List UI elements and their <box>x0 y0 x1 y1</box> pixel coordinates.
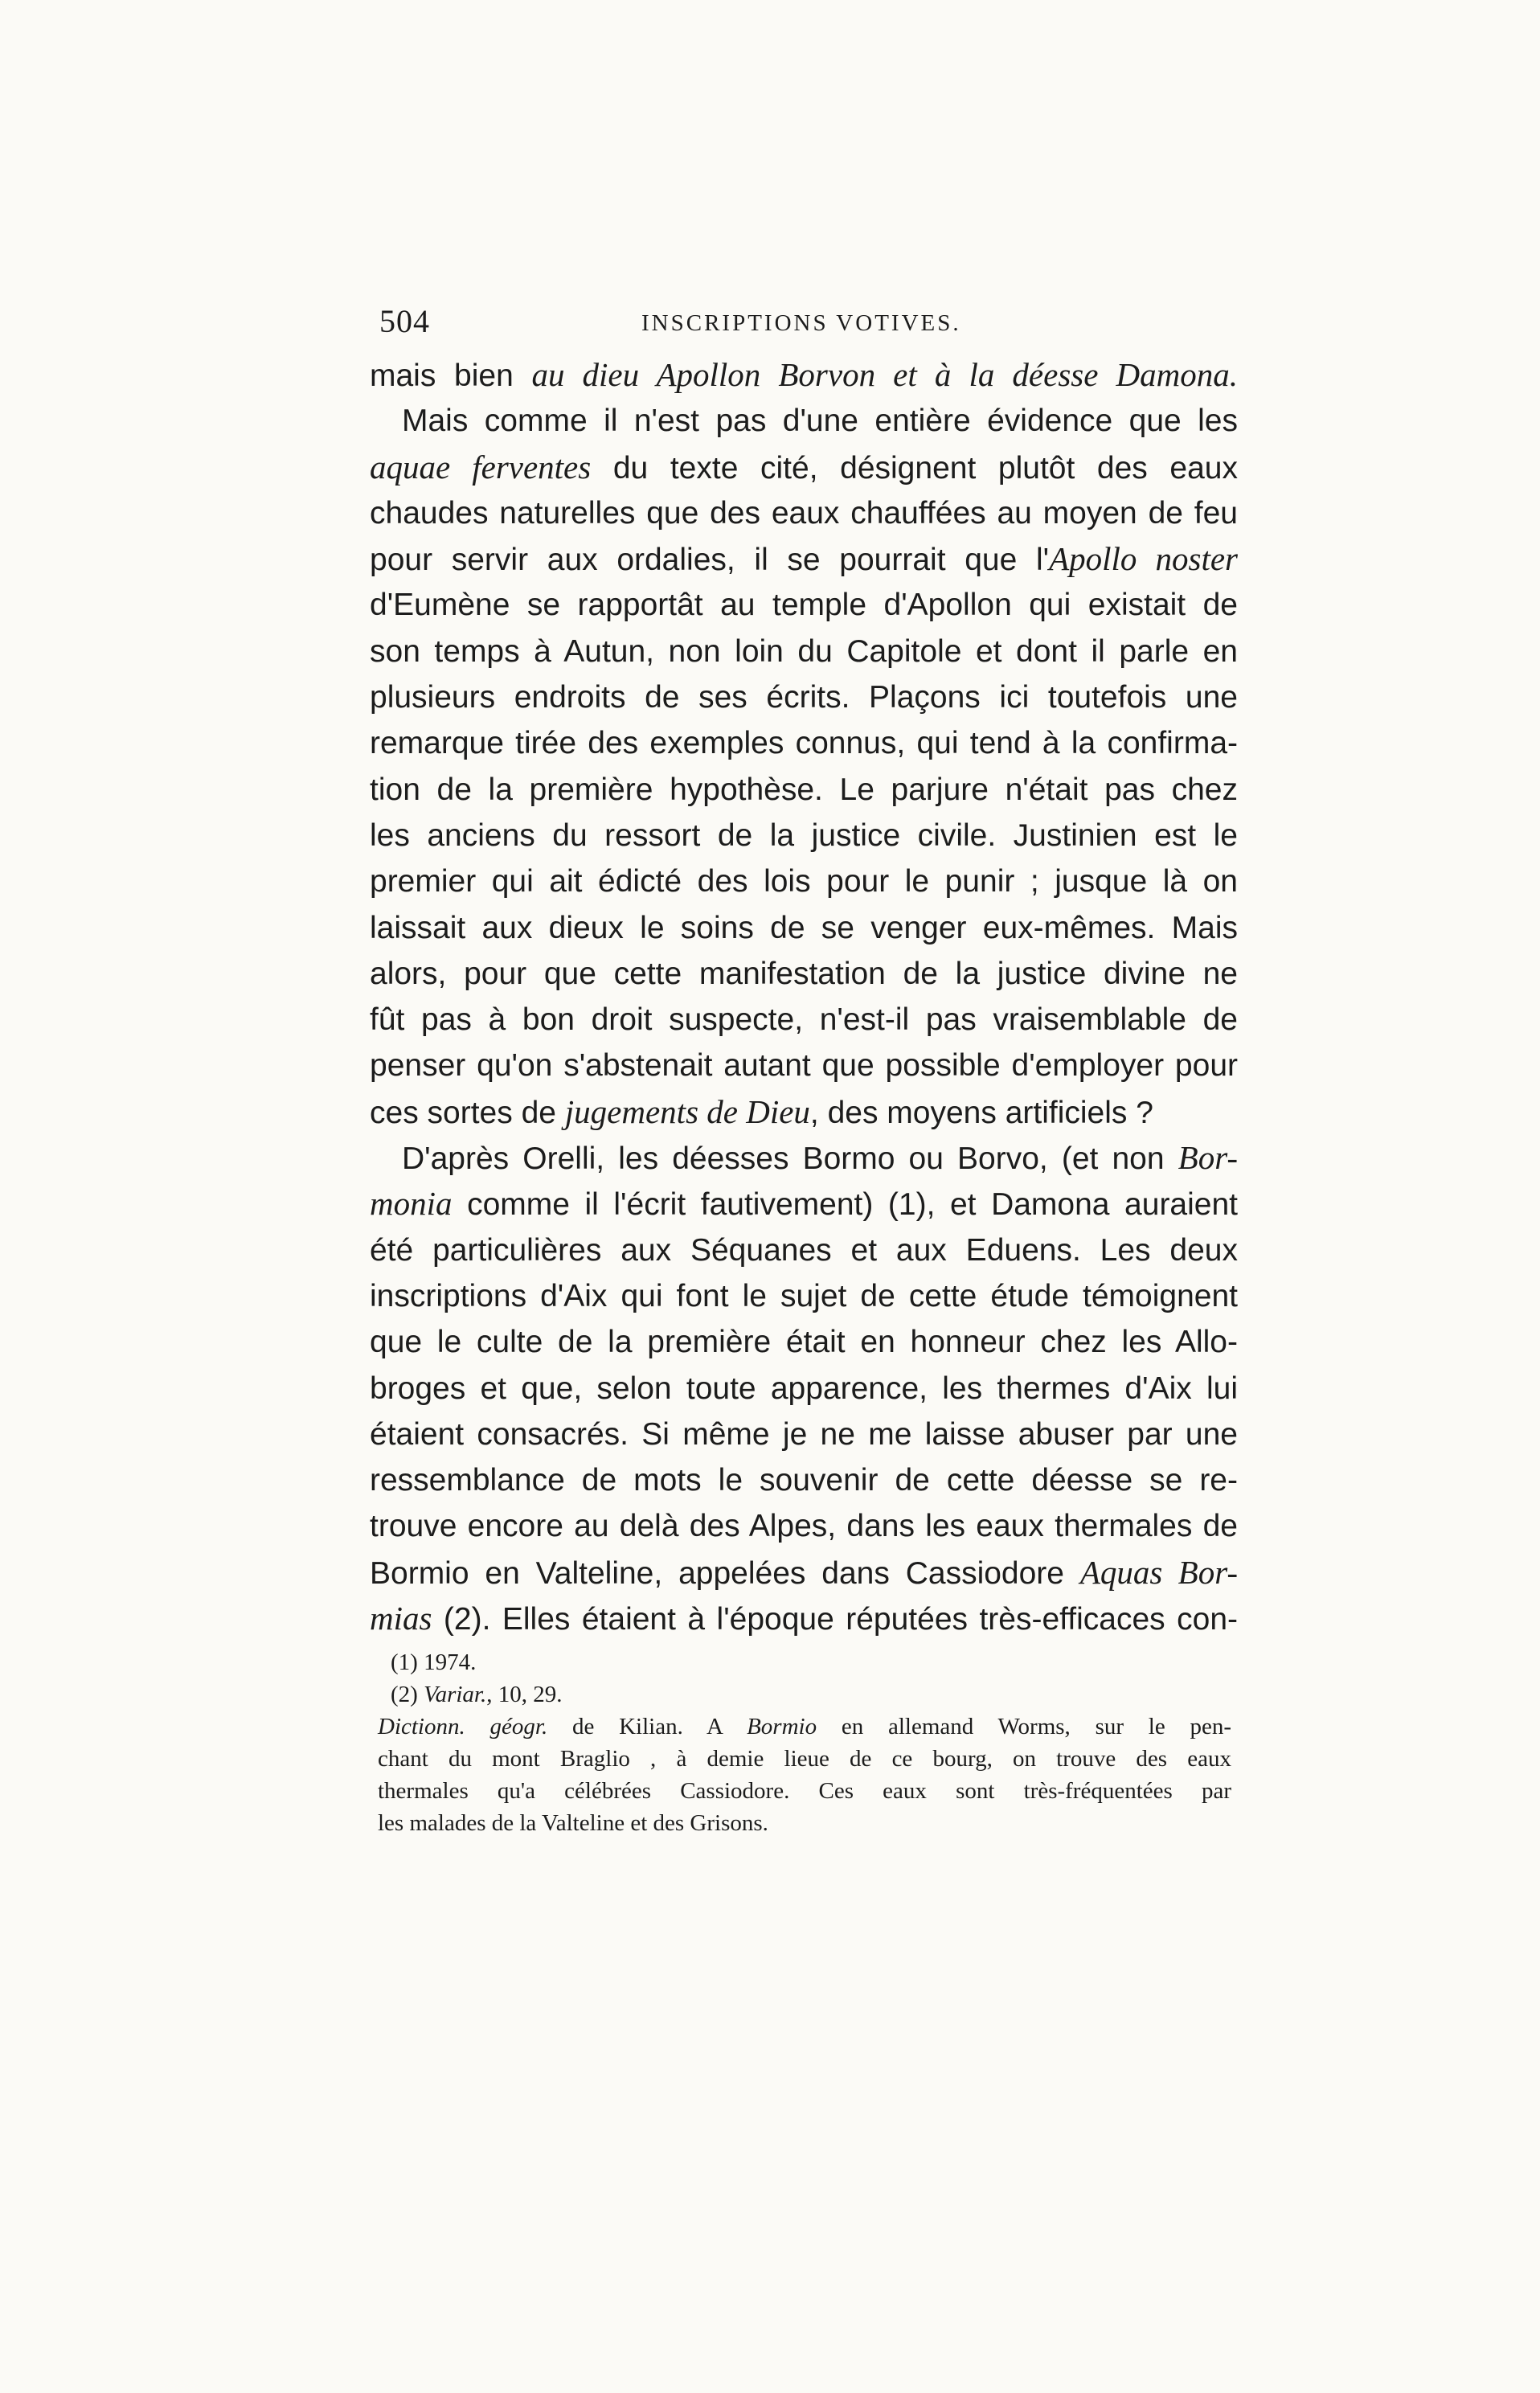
text-segment: comme il l'écrit fautivement) (1), et Damona auraient <box>452 1187 1238 1223</box>
footnote-3 <box>378 1711 1231 1839</box>
text-segment: monia <box>370 1185 453 1223</box>
body-line <box>370 1366 1238 1412</box>
page-header <box>379 302 1231 342</box>
body-text <box>370 352 1238 1641</box>
text-segment: les anciens du ressort de la justice civile. Justinien est le <box>370 817 1238 853</box>
footnote-2 <box>378 1678 1231 1711</box>
text-segment: ressemblance de mots le souvenir de cette déesse se re- <box>370 1463 1238 1498</box>
text-segment: mais bien <box>370 359 532 393</box>
text-segment: Aquas Bor- <box>1079 1553 1238 1591</box>
text-segment: inscriptions d'Aix qui font le sujet de cette étude témoignent <box>370 1278 1238 1313</box>
body-line <box>370 352 1238 398</box>
text-segment: du texte cité, désignent plutôt des eaux <box>591 450 1238 486</box>
body-line <box>370 905 1238 951</box>
body-line <box>370 1227 1238 1273</box>
text-segment: Apollo noster <box>1049 540 1239 578</box>
body-line <box>370 1181 1238 1227</box>
body-line <box>370 1319 1238 1365</box>
body-line <box>370 1412 1238 1457</box>
body-line <box>370 536 1238 582</box>
body-line <box>370 1596 1238 1641</box>
text-segment: pour servir aux ordalies, il se pourrait que l' <box>370 543 1050 578</box>
body-line <box>370 1089 1238 1135</box>
body-line <box>370 813 1238 858</box>
text-segment: au dieu Apollon Borvon et à la déesse Damona. <box>531 356 1238 393</box>
body-line <box>370 1503 1238 1549</box>
footnote-2-prefix: (2) <box>391 1682 424 1707</box>
text-segment: que le culte de la première était en honneur chez les Allo- <box>370 1325 1238 1360</box>
body-line <box>370 1135 1238 1181</box>
body-line <box>370 490 1238 536</box>
text-segment: remarque tirée des exemples connus, qui tend à la confirma- <box>370 726 1238 761</box>
text-segment: de Kilian. A <box>547 1714 747 1739</box>
text-segment: alors, pour que cette manifestation de la justice divine ne <box>370 956 1238 991</box>
text-segment: son temps à Autun, non loin du Capitole et dont il parle en <box>370 633 1238 669</box>
text-segment: ces sortes de <box>370 1095 565 1130</box>
footnote-line <box>378 1743 1231 1775</box>
body-line <box>370 1550 1238 1596</box>
text-segment: les malades de la Valteline et des Grisons. <box>378 1810 768 1836</box>
text-segment: chant du mont Braglio , à demie lieue de ce bourg, on trouve des eaux <box>378 1746 1231 1772</box>
body-line <box>370 951 1238 997</box>
text-segment: Mais comme il n'est pas d'une entière évidence que les <box>402 404 1238 439</box>
text-segment: premier qui ait édicté des lois pour le punir ; jusque là on <box>370 864 1238 899</box>
body-line <box>370 674 1238 720</box>
text-segment: Bormio <box>747 1714 817 1739</box>
text-segment: trouve encore au delà des Alpes, dans les eaux thermales de <box>370 1509 1238 1544</box>
text-segment: Bor- <box>1178 1139 1238 1177</box>
text-segment: étaient consacrés. Si même je ne me laisse abuser par une <box>370 1416 1238 1452</box>
text-segment: été particulières aux Séquanes et aux Eduens. Les deux <box>370 1232 1238 1268</box>
text-segment: tion de la première hypothèse. Le parjure n'était pas chez <box>370 772 1238 807</box>
footnote-line <box>378 1711 1231 1743</box>
text-segment: laissait aux dieux le soins de se venger eux-mêmes. Mais <box>370 910 1238 945</box>
body-line <box>370 1457 1238 1503</box>
body-line <box>370 767 1238 813</box>
text-segment: , des moyens artificiels ? <box>809 1095 1153 1130</box>
body-line <box>370 720 1238 766</box>
footnote-1: (1) 1974. <box>391 1649 477 1675</box>
footnotes <box>378 1646 1231 1839</box>
footnote-line <box>378 1775 1231 1807</box>
text-segment: penser qu'on s'abstenait autant que possible d'employer pour <box>370 1048 1238 1084</box>
page-number: 504 <box>379 303 430 339</box>
body-line <box>370 858 1238 904</box>
text-segment: chaudes naturelles que des eaux chauffées au moyen de feu <box>370 495 1238 531</box>
body-line <box>370 445 1238 490</box>
text-segment: thermales qu'a célébrées Cassiodore. Ces eaux sont très-fréquentées par <box>378 1778 1231 1804</box>
text-segment: aquae ferventes <box>370 448 592 486</box>
running-title: INSCRIPTIONS VOTIVES. <box>641 310 961 336</box>
body-line <box>370 1043 1238 1088</box>
text-segment: Bormio en Valteline, appelées dans Cassiodore <box>370 1555 1080 1591</box>
text-segment: en allemand Worms, sur le pen- <box>817 1714 1231 1739</box>
text-segment: D'après Orelli, les déesses Bormo ou Borvo, (et non <box>402 1141 1178 1177</box>
body-line <box>370 997 1238 1043</box>
footnote-2-title: Variar. <box>424 1682 487 1707</box>
body-line <box>370 629 1238 674</box>
text-segment: jugements de Dieu <box>564 1092 810 1130</box>
text-segment: plusieurs endroits de ses écrits. Plaçons ici toutefois une <box>370 680 1238 715</box>
text-segment: broges et que, selon toute apparence, les thermes d'Aix lui <box>370 1371 1238 1406</box>
text-segment: mias <box>370 1600 432 1637</box>
body-line <box>370 398 1238 444</box>
footnote-line <box>378 1807 1231 1839</box>
text-segment: fût pas à bon droit suspecte, n'est-il pas vraisemblable de <box>370 1002 1238 1038</box>
text-segment: d'Eumène se rapportât au temple d'Apollon qui existait de <box>370 588 1238 623</box>
text-segment: (2). Elles étaient à l'époque réputées très-efficaces con- <box>432 1602 1238 1637</box>
footnote-2-rest: , 10, 29. <box>486 1682 563 1707</box>
body-line <box>370 1273 1238 1319</box>
text-segment: Dictionn. géogr. <box>378 1714 548 1739</box>
body-line <box>370 582 1238 628</box>
